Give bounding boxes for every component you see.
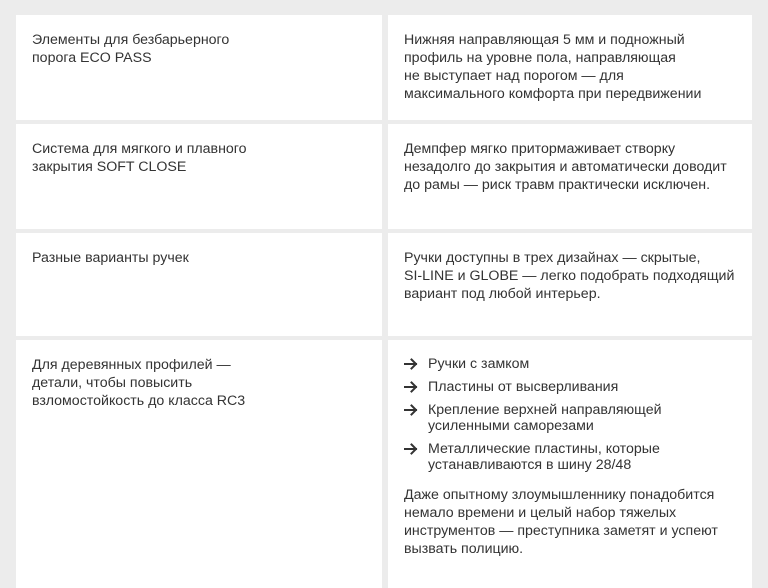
list-item [404, 379, 736, 395]
feature-description: Нижняя направляющая 5 мм и подножный профиль на уровне пола, направляющая не выступает над порогом — для максимального комфорта при передвижении [404, 32, 702, 102]
security-note: Даже опытному злоумышленнику понадобится немало времени и целый набор тяжелых инструментов — преступника заметят и успеют вызвать полицию. [404, 487, 718, 557]
arrow-right-icon [404, 356, 428, 370]
list-item-text: Пластины от высверливания [428, 379, 619, 395]
feature-title: Элементы для безбарьерного порога ECO PASS [32, 32, 230, 66]
feature-cell-rc3 [16, 340, 382, 588]
feature-description: Ручки доступны в трех дизайнах — скрытые, SI-LINE и GLOBE — легко подобрать подходящий вариант под любой интерьер. [404, 250, 735, 302]
feature-title: Разные варианты ручек [32, 250, 189, 266]
description-cell-eco-pass [388, 15, 752, 120]
description-cell-rc3 [388, 340, 752, 588]
feature-cell-soft-close [16, 124, 382, 229]
list-item [404, 441, 736, 473]
list-item-text: Ручки с замком [428, 356, 530, 372]
list-item [404, 356, 736, 372]
feature-title: Для деревянных профилей — детали, чтобы повысить взломостойкость до класса RC3 [32, 357, 246, 409]
security-features-list [404, 356, 736, 473]
arrow-right-icon [404, 402, 428, 416]
feature-cell-eco-pass [16, 15, 382, 120]
feature-description: Демпфер мягко притормаживает створку незадолго до закрытия и автоматически доводит до рамы — риск травм практически исключен. [404, 141, 727, 193]
feature-title: Система для мягкого и плавного закрытия SOFT CLOSE [32, 141, 247, 175]
arrow-right-icon [404, 379, 428, 393]
description-cell-soft-close [388, 124, 752, 229]
description-cell-handles [388, 233, 752, 336]
feature-cell-handles [16, 233, 382, 336]
list-item-text: Крепление верхней направляющей усиленными саморезами [428, 402, 662, 434]
list-item [404, 402, 736, 434]
list-item-text: Металлические пластины, которые устанавливаются в шину 28/48 [428, 441, 660, 473]
arrow-right-icon [404, 441, 428, 455]
